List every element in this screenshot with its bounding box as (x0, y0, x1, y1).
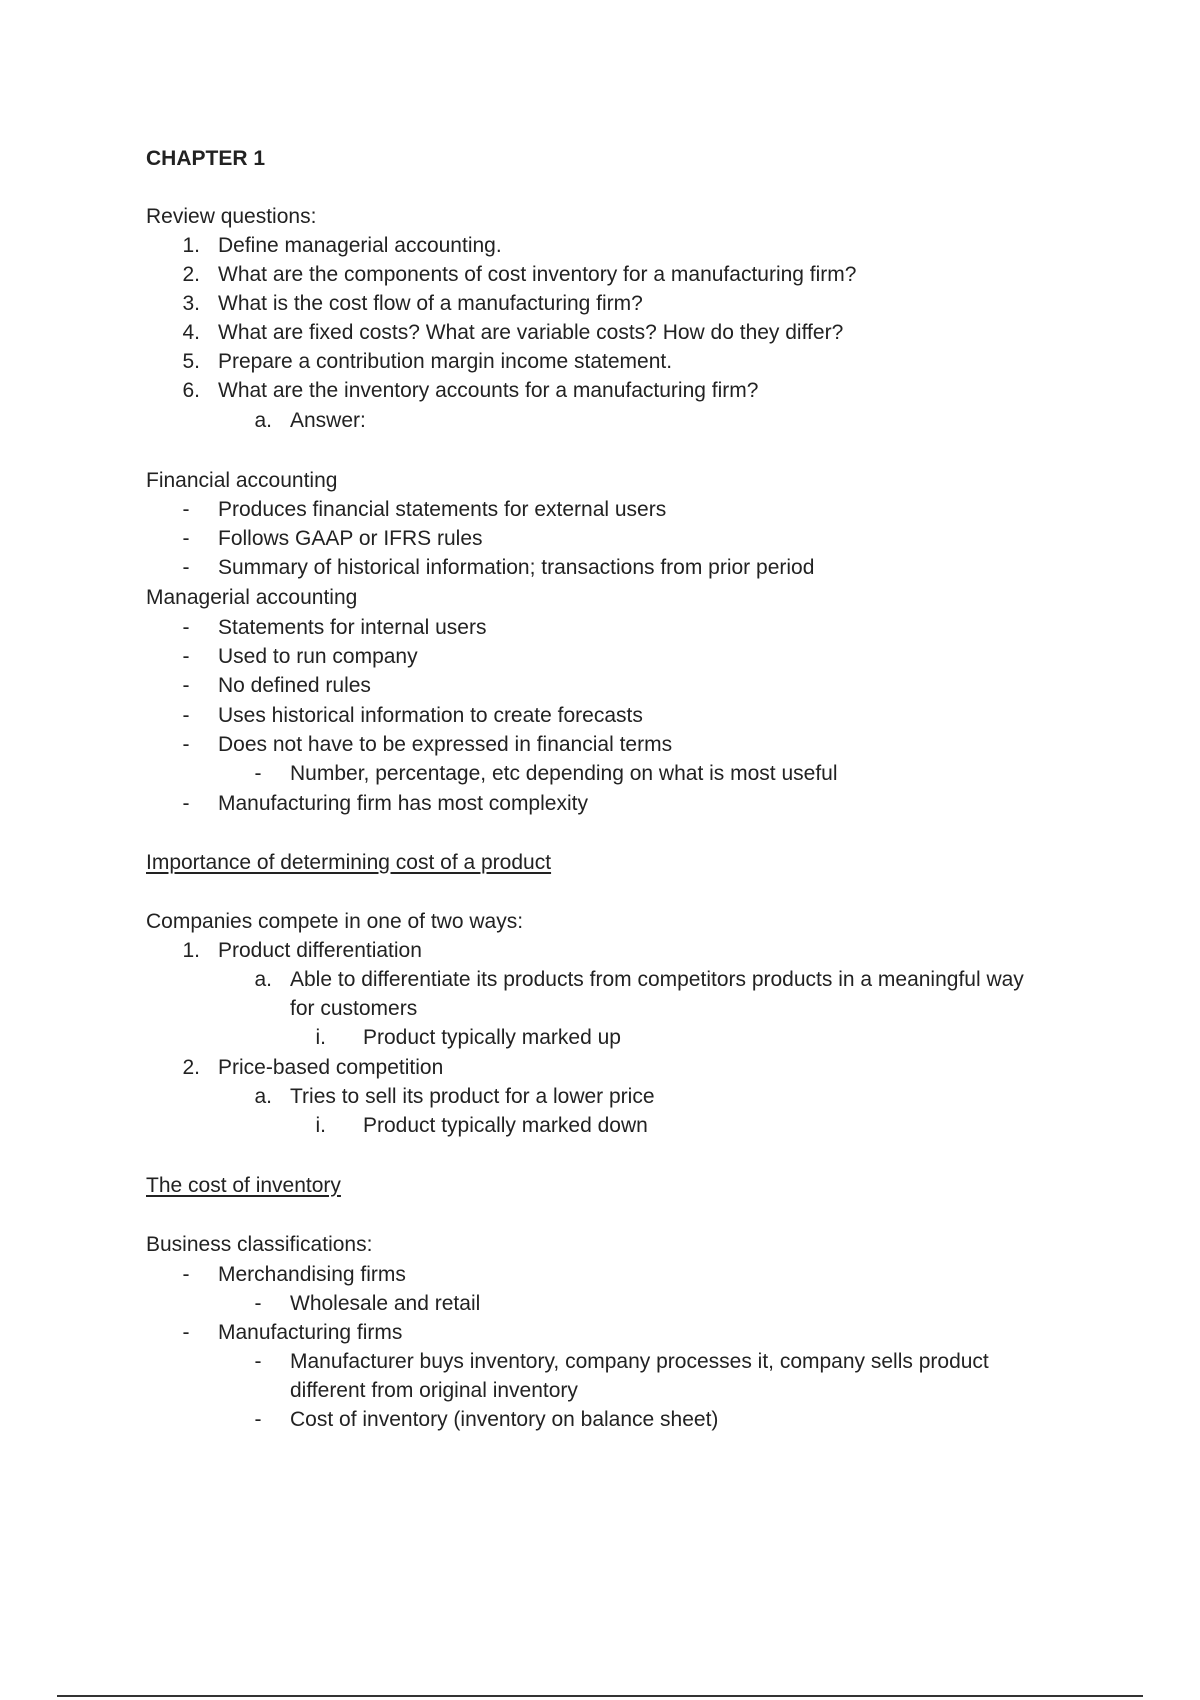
list-item: Manufacturer buys inventory, company processes it, company sells product (290, 1350, 989, 1373)
list-marker: i. (315, 1026, 326, 1049)
section-heading-underlined: The cost of inventory (146, 1174, 341, 1197)
list-item: Cost of inventory (inventory on balance sheet) (290, 1408, 719, 1431)
bullet-dash: - (182, 704, 190, 727)
list-marker: 6. (182, 379, 200, 402)
list-item: Price-based competition (218, 1056, 444, 1079)
list-item: Wholesale and retail (290, 1292, 481, 1315)
list-marker: 1. (182, 234, 200, 257)
review-heading: Review questions: (146, 205, 317, 228)
bullet-dash: - (182, 527, 190, 550)
list-marker: 3. (182, 292, 200, 315)
section-heading: Managerial accounting (146, 586, 358, 609)
list-item-continuation: different from original inventory (290, 1379, 578, 1402)
bullet-dash: - (254, 1292, 262, 1315)
list-item: Able to differentiate its products from competitors products in a meaningful way (290, 968, 1024, 991)
bullet-dash: - (182, 645, 190, 668)
list-item: What are the inventory accounts for a manufacturing firm? (218, 379, 759, 402)
bullet-dash: - (182, 556, 190, 579)
list-marker: a. (254, 409, 272, 432)
list-item: Product differentiation (218, 939, 422, 962)
list-marker: 1. (182, 939, 200, 962)
list-item: Produces financial statements for external users (218, 498, 667, 521)
list-item: Number, percentage, etc depending on what is most useful (290, 762, 838, 785)
list-item: Uses historical information to create forecasts (218, 704, 643, 727)
list-item: Merchandising firms (218, 1263, 406, 1286)
list-marker: a. (254, 968, 272, 991)
list-item: What are fixed costs? What are variable costs? How do they differ? (218, 321, 844, 344)
list-marker: 5. (182, 350, 200, 373)
list-item: What are the components of cost inventory for a manufacturing firm? (218, 263, 857, 286)
bullet-dash: - (182, 498, 190, 521)
list-item: No defined rules (218, 674, 371, 697)
chapter-title: CHAPTER 1 (146, 147, 266, 170)
list-item: Does not have to be expressed in financial terms (218, 733, 673, 756)
bullet-dash: - (254, 762, 262, 785)
list-item: Prepare a contribution margin income statement. (218, 350, 673, 373)
list-item: Summary of historical information; transactions from prior period (218, 556, 815, 579)
list-item: Tries to sell its product for a lower price (290, 1085, 655, 1108)
list-item: Used to run company (218, 645, 418, 668)
list-marker: i. (315, 1114, 326, 1137)
bullet-dash: - (182, 733, 190, 756)
list-item: Product typically marked up (363, 1026, 621, 1049)
list-item: What is the cost flow of a manufacturing firm? (218, 292, 643, 315)
list-item: Follows GAAP or IFRS rules (218, 527, 483, 550)
list-item: Answer: (290, 409, 366, 432)
bullet-dash: - (182, 1263, 190, 1286)
list-marker: 2. (182, 1056, 200, 1079)
list-item-continuation: for customers (290, 997, 418, 1020)
list-item: Product typically marked down (363, 1114, 648, 1137)
list-item: Manufacturing firm has most complexity (218, 792, 588, 815)
bullet-dash: - (254, 1350, 262, 1373)
list-marker: 4. (182, 321, 200, 344)
list-item: Define managerial accounting. (218, 234, 502, 257)
section-heading-underlined: Importance of determining cost of a product (146, 851, 552, 874)
bullet-dash: - (182, 616, 190, 639)
list-item: Statements for internal users (218, 616, 487, 639)
paragraph: Companies compete in one of two ways: (146, 910, 524, 933)
bullet-dash: - (182, 674, 190, 697)
list-marker: 2. (182, 263, 200, 286)
page-bottom-rule (57, 1695, 1143, 1697)
section-heading: Financial accounting (146, 469, 338, 492)
bullet-dash: - (254, 1408, 262, 1431)
bullet-dash: - (182, 1321, 190, 1344)
list-marker: a. (254, 1085, 272, 1108)
list-item: Manufacturing firms (218, 1321, 403, 1344)
paragraph: Business classifications: (146, 1233, 373, 1256)
bullet-dash: - (182, 792, 190, 815)
